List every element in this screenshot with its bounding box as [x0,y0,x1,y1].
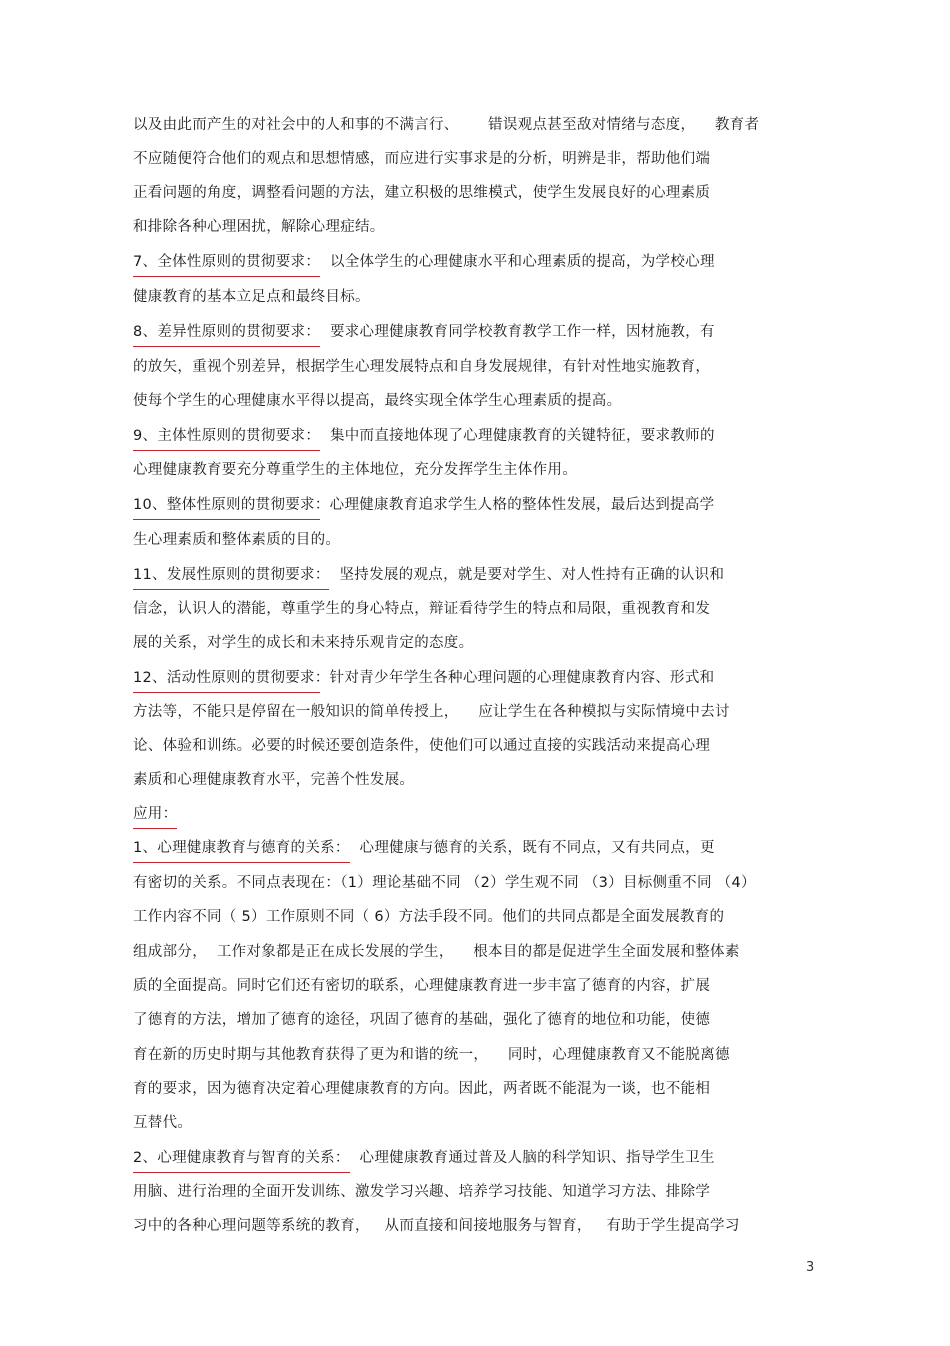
paragraph-text: 质的全面提高。同时它们还有密切的联系，心理健康教育进一步丰富了德育的内容，扩展 [133,978,711,994]
body-text-line [133,631,473,655]
body-text-line [133,1214,740,1238]
body-text-line [133,355,710,379]
paragraph-text: 使每个学生的心理健康水平得以提高，最终实现全体学生心理素质的提高。 [133,393,622,409]
section-heading-line [133,836,715,860]
body-text-line [133,734,710,758]
section-heading-line [133,493,714,517]
body-text-line [133,905,724,929]
paragraph-text: 互替代。 [133,1115,193,1131]
heading-underline [133,828,177,830]
body-text-line [133,215,385,239]
body-text-line [133,940,740,964]
body-text-line [133,1180,710,1204]
body-text-line [133,113,759,137]
paragraph-text: 不应随便符合他们的观点和思想情感，而应进行实事求是的分析，明辨是非，帮助他们端 [133,151,711,167]
paragraph-text: 育的要求，因为德育决定着心理健康教育的方向。因此，两者既不能混为一谈，也不能相 [133,1081,711,1097]
heading-underline [133,276,320,278]
heading-underline [133,519,320,521]
heading-underline [133,692,320,694]
body-text-line [133,1008,710,1032]
section-heading-line [133,320,715,344]
paragraph-text: 和排除各种心理困扰，解除心理症结。 [133,219,385,235]
body-text-line [133,458,577,482]
section-heading-line [133,424,715,448]
body-text-line [133,1111,192,1135]
paragraph-text: 坚持发展的观点，就是要对学生、对人性持有正确的认识和 [339,567,725,583]
heading-underline [133,862,350,864]
body-text-line [133,147,710,171]
paragraph-text: 以及由此而产生的对社会中的人和事的不满言行、 错误观点甚至敌对情绪与态度， 教育者 [133,117,760,133]
section-heading-line [133,666,714,690]
paragraph-text: 的放矢，重视个别差异，根据学生心理发展特点和自身发展规律，有针对性地实施教育， [133,359,711,375]
body-text-line [133,768,414,792]
body-text-line [133,389,621,413]
paragraph-text: 展的关系，对学生的成长和未来持乐观肯定的态度。 [133,635,474,651]
body-text-line [133,528,340,552]
paragraph-text: 信念，认识人的潜能，尊重学生的身心特点，辩证看待学生的特点和局限，重视教育和发 [133,601,711,617]
section-heading: 9、主体性原则的贯彻要求： [133,424,330,448]
heading-underline [133,1172,350,1174]
heading-underline [133,589,329,591]
paragraph-text: 要求心理健康教育同学校教育教学工作一样，因材施教，有 [329,324,715,340]
section-heading: 11、发展性原则的贯彻要求： [133,563,339,587]
paragraph-text: 集中而直接地体现了心理健康教育的关键特征，要求教师的 [329,428,715,444]
page-number: 3 [806,1260,815,1275]
section-heading: 10、整体性原则的贯彻要求： [133,493,330,517]
paragraph-text: 以全体学生的心理健康水平和心理素质的提高，为学校心理 [329,254,715,270]
section-heading: 应用： [133,802,187,826]
section-heading: 1、心理健康教育与德育的关系： [133,836,360,860]
body-text-line [133,700,730,724]
body-text-line [133,597,710,621]
paragraph-text: 了德育的方法，增加了德育的途径，巩固了德育的基础，强化了德育的地位和功能，使德 [133,1012,711,1028]
heading-underline [133,346,320,348]
paragraph-text: 心理健康教育要充分尊重学生的主体地位，充分发挥学生主体作用。 [133,462,577,478]
paragraph-text: 正看问题的角度，调整看问题的方法，建立积极的思维模式，使学生发展良好的心理素质 [133,185,711,201]
section-heading: 2、心理健康教育与智育的关系： [133,1146,360,1170]
paragraph-text: 育在新的历史时期与其他教育获得了更为和谐的统一， 同时，心理健康教育又不能脱离德 [133,1047,730,1063]
section-heading-line [133,802,187,826]
section-heading: 7、全体性原则的贯彻要求： [133,250,330,274]
body-text-line [133,285,370,309]
section-heading-line [133,250,715,274]
paragraph-text: 工作内容不同（ 5）工作原则不同（ 6）方法手段不同。他们的共同点都是全面发展教育的 [133,909,725,925]
section-heading-line [133,1146,715,1170]
paragraph-text: 心理健康教育通过普及人脑的科学知识、指导学生卫生 [359,1150,715,1166]
paragraph-text: 论、体验和训练。必要的时候还要创造条件，使他们可以通过直接的实践活动来提高心理 [133,738,711,754]
heading-underline [133,450,320,452]
paragraph-text: 健康教育的基本立足点和最终目标。 [133,289,370,305]
paragraph-text: 针对青少年学生各种心理问题的心理健康教育内容、形式和 [329,670,715,686]
paragraph-text: 心理健康与德育的关系，既有不同点，又有共同点，更 [359,840,715,856]
section-heading: 8、差异性原则的贯彻要求： [133,320,330,344]
paragraph-text: 有密切的关系。不同点表现在：（1）理论基础不同 （2）学生观不同 （3）目标侧重不同 （4） [133,875,756,891]
paragraph-text: 心理健康教育追求学生人格的整体性发展，最后达到提高学 [329,497,715,513]
body-text-line [133,871,756,895]
body-text-line [133,974,710,998]
paragraph-text: 方法等，不能只是停留在一般知识的简单传授上， 应让学生在各种模拟与实际情境中去讨 [133,704,730,720]
section-heading-line [133,563,724,587]
paragraph-text: 组成部分， 工作对象都是正在成长发展的学生， 根本目的都是促进学生全面发展和整体素 [133,944,740,960]
paragraph-text: 习中的各种心理问题等系统的教育， 从而直接和间接地服务与智育， 有助于学生提高学习 [133,1218,740,1234]
body-text-line [133,1077,710,1101]
paragraph-text: 生心理素质和整体素质的目的。 [133,532,341,548]
body-text-line [133,181,710,205]
paragraph-text: 用脑、进行治理的全面开发训练、激发学习兴趣、培养学习技能、知道学习方法、排除学 [133,1184,711,1200]
body-text-line [133,1043,730,1067]
section-heading: 12、活动性原则的贯彻要求： [133,666,330,690]
paragraph-text: 素质和心理健康教育水平，完善个性发展。 [133,772,415,788]
